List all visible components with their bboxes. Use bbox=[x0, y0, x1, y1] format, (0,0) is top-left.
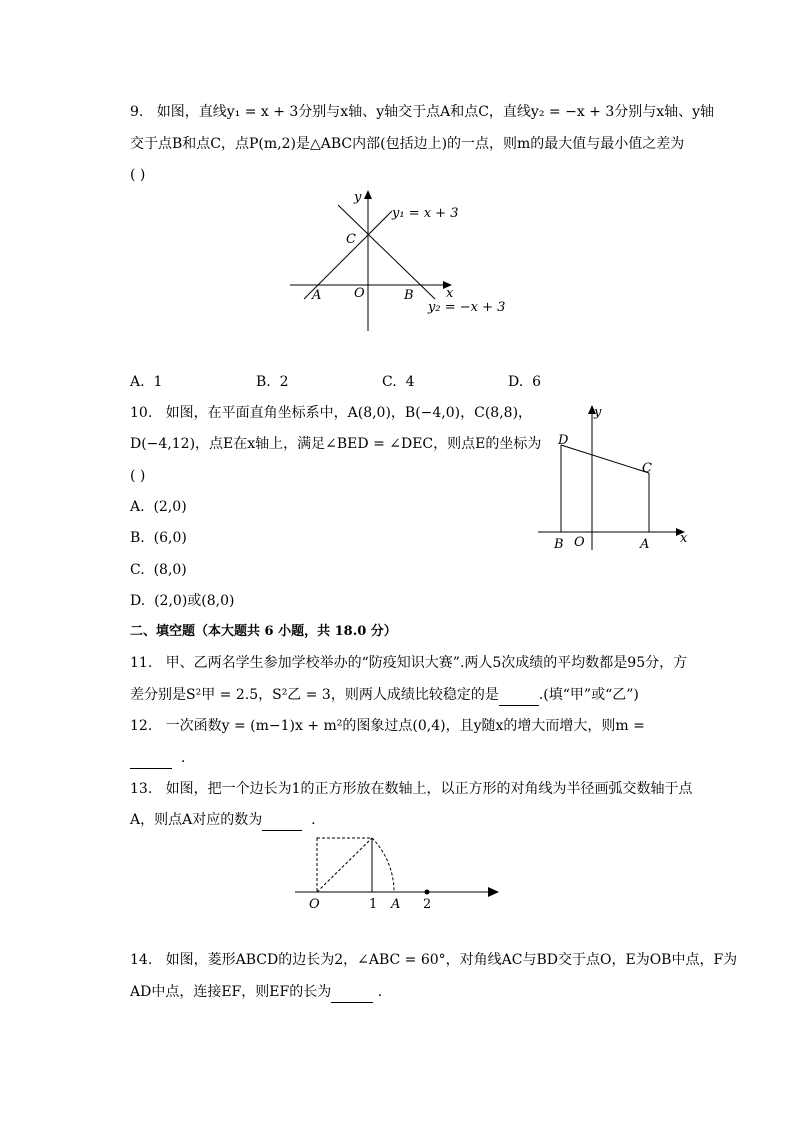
q13-number: 13. bbox=[130, 781, 153, 797]
q9-point-B: B bbox=[404, 288, 414, 303]
q10-line1 bbox=[130, 403, 532, 423]
q14-text-line1: 如图，菱形ABCD的边长为2，∠ABC = 60°，对角线AC与BD交于点O，E为OB中点，F为 bbox=[165, 952, 738, 968]
q10-option-b-text: (6,0) bbox=[153, 530, 187, 546]
q10-option-d[interactable] bbox=[130, 591, 234, 611]
q10-option-d-letter: D. bbox=[130, 593, 146, 609]
q11-number: 11. bbox=[130, 655, 153, 671]
q9-option-a-letter: A. bbox=[130, 374, 145, 390]
q13-line2 bbox=[130, 810, 316, 831]
q13-figure bbox=[290, 835, 505, 915]
q13-number-line-arrow bbox=[488, 887, 499, 897]
q9-label-x: x bbox=[446, 286, 454, 301]
q11-text-line2a: 差分别是S²甲 = 2.5，S²乙 = 3，则两人成绩比较稳定的是 bbox=[130, 687, 499, 703]
q14-end: . bbox=[377, 984, 383, 1000]
q9-paren: ( ) bbox=[130, 167, 146, 183]
q9-line1 bbox=[130, 102, 714, 122]
q9-option-c-letter: C. bbox=[382, 374, 397, 390]
q10-point-B: B bbox=[554, 537, 564, 552]
q9-label-y: y bbox=[354, 190, 362, 205]
q13-diagonal bbox=[317, 838, 372, 892]
q11-answer-blank[interactable] bbox=[499, 685, 539, 706]
q9-text-line2: 交于点B和点C，点P(m,2)是△ABC内部(包括边上)的一点，则m的最大值与最小值之差为 bbox=[130, 136, 685, 152]
q13-arc bbox=[372, 838, 394, 892]
q14-line1 bbox=[130, 950, 737, 970]
q9-option-b-text: 2 bbox=[279, 374, 289, 390]
q10-paren: ( ) bbox=[130, 468, 146, 484]
q12-end: . bbox=[180, 750, 186, 766]
q9-option-a[interactable] bbox=[130, 372, 162, 392]
q10-point-O: O bbox=[574, 535, 585, 550]
q13-dot-2 bbox=[425, 890, 430, 895]
q9-text-line1: 如图，直线y₁ = x + 3分别与x轴、y轴交于点A和点C，直线y₂ = −x + 3分别与x轴、y轴 bbox=[156, 104, 715, 120]
q9-option-a-text: 1 bbox=[153, 374, 163, 390]
q9-y-arrow bbox=[364, 190, 372, 199]
q11-line1 bbox=[130, 653, 687, 673]
q9-point-O: O bbox=[354, 286, 365, 301]
q12-line2 bbox=[130, 748, 185, 769]
q9-point-A: A bbox=[312, 288, 322, 303]
q11-line2 bbox=[130, 685, 639, 706]
q10-point-D: D bbox=[558, 433, 569, 448]
q10-option-a-text: (2,0) bbox=[153, 499, 187, 515]
q10-option-c[interactable] bbox=[130, 560, 187, 580]
q13-label-O: O bbox=[309, 897, 320, 912]
q10-option-a-letter: A. bbox=[130, 499, 145, 515]
q13-text-line1: 如图，把一个边长为1的正方形放在数轴上，以正方形的对角线为半径画弧交数轴于点 bbox=[165, 781, 693, 797]
q9-option-d-text: 6 bbox=[532, 374, 542, 390]
q14-answer-blank[interactable] bbox=[331, 982, 373, 1003]
q12-line1 bbox=[130, 716, 645, 736]
q10-text-line1: 如图，在平面直角坐标系中，A(8,0)，B(−4,0)，C(8,8)， bbox=[165, 405, 533, 421]
q9-option-d-letter: D. bbox=[508, 374, 524, 390]
q10-number: 10. bbox=[130, 405, 153, 421]
q10-option-b[interactable] bbox=[130, 528, 187, 548]
q11-text-line2b: .(填“甲”或“乙”) bbox=[538, 687, 639, 703]
q10-option-d-text: (2,0)或(8,0) bbox=[154, 593, 235, 609]
q9-figure bbox=[280, 185, 520, 340]
q13-label-1: 1 bbox=[369, 897, 378, 912]
q9-number: 9. bbox=[130, 104, 144, 120]
q13-label-2: 2 bbox=[423, 897, 432, 912]
q13-answer-blank[interactable] bbox=[262, 810, 302, 831]
q9-option-d[interactable] bbox=[508, 372, 541, 392]
q10-option-b-letter: B. bbox=[130, 530, 145, 546]
q14-line2 bbox=[130, 982, 382, 1003]
q12-text-line1: 一次函数y = (m−1)x + m²的图象过点(0,4)，且y随x的增大而增大，则m = bbox=[165, 718, 645, 734]
q10-text-line2: D(−4,12)，点E在x轴上，满足∠BED = ∠DEC，则点E的坐标为 bbox=[130, 436, 542, 452]
q9-option-b[interactable] bbox=[256, 372, 289, 392]
section2-heading: 二、填空题（本大题共 6 小题，共 18.0 分） bbox=[130, 624, 397, 639]
q9-point-C: C bbox=[346, 232, 356, 247]
q10-point-C: C bbox=[642, 461, 652, 476]
q10-point-A: A bbox=[640, 537, 650, 552]
q10-label-x: x bbox=[680, 531, 688, 546]
q13-end: . bbox=[311, 812, 316, 828]
q9-line-y1 bbox=[304, 211, 392, 299]
q9-label-y1: y₁ = x + 3 bbox=[392, 206, 459, 221]
q12-number: 12. bbox=[130, 718, 153, 734]
q14-number: 14. bbox=[130, 952, 153, 968]
q10-option-c-text: (8,0) bbox=[153, 562, 187, 578]
q13-label-A: A bbox=[391, 897, 401, 912]
q10-option-c-letter: C. bbox=[130, 562, 145, 578]
q10-figure bbox=[530, 400, 700, 555]
q13-line1 bbox=[130, 779, 693, 799]
q12-answer-blank[interactable] bbox=[130, 748, 172, 769]
q11-text-line1: 甲、乙两名学生参加学校举办的“防疫知识大赛”.两人5次成绩的平均数都是95分，方 bbox=[165, 655, 688, 671]
q9-option-c-text: 4 bbox=[405, 374, 415, 390]
q14-text-line2a: AD中点，连接EF，则EF的长为 bbox=[130, 984, 332, 1000]
q9-option-b-letter: B. bbox=[256, 374, 271, 390]
q10-label-y: y bbox=[594, 405, 602, 420]
q9-option-c[interactable] bbox=[382, 372, 415, 392]
q10-option-a[interactable] bbox=[130, 497, 187, 517]
q10-segment-DC bbox=[561, 445, 649, 473]
q13-text-line2a: A，则点A对应的数为 bbox=[130, 812, 263, 828]
q9-label-y2: y₂ = −x + 3 bbox=[428, 300, 506, 315]
